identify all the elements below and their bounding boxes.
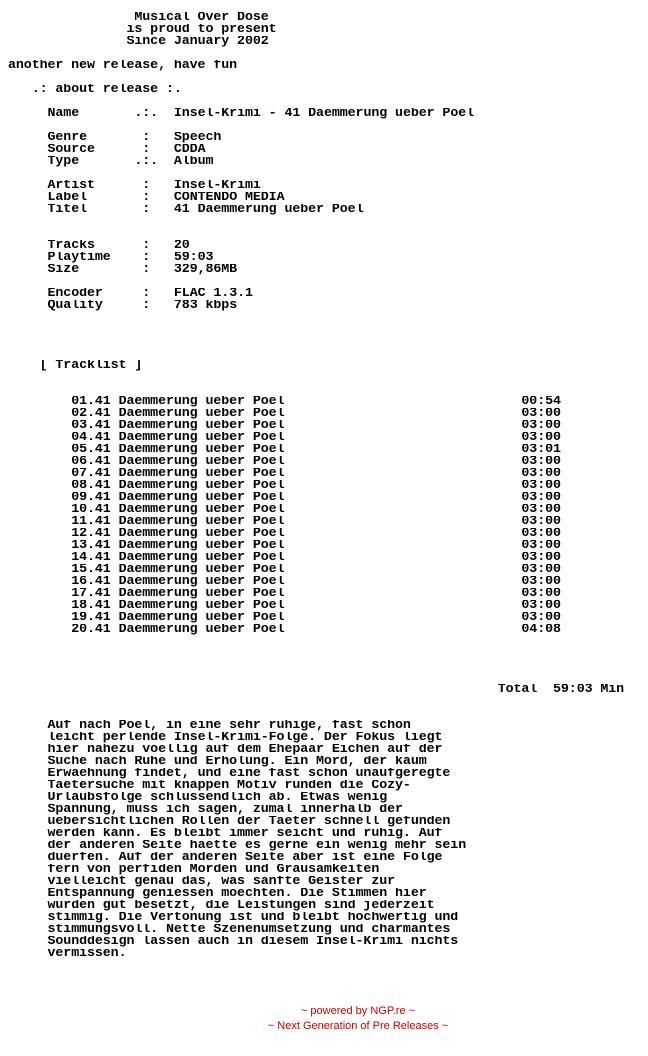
track-row [8,444,640,456]
track-row-text: 03:00 [521,456,561,468]
nfo-document [8,12,640,1002]
track-row [8,564,640,576]
track-row [8,528,640,540]
description-line-text: Suche nach Ruhe und Erholung. Ein Mord, der kaum [47,756,427,768]
footer-powered-by: ~ powered by NGP.re ~ [300,1005,416,1017]
release-field-tracks [8,240,640,252]
track-row [8,420,640,432]
description-line-text: Entspannung geniessen moechten. Die Stimmen hier [47,888,427,900]
header-line-1-text: Musical Over Dose [134,12,269,24]
description-line [8,876,640,888]
track-row [8,624,640,636]
blank-line [8,636,640,648]
blank-line [8,660,640,672]
release-field-playtime-text: Playtime [47,252,111,264]
release-name-row-text: Name [47,108,80,120]
description-line [8,720,640,732]
track-row [8,504,640,516]
description-line [8,792,640,804]
track-row-text: 41 Daemmerung ueber Poel [94,576,285,588]
description-line [8,912,640,924]
track-row [8,432,640,444]
track-row-text: 03:00 [521,432,561,444]
release-field-titel-text: Titel [47,204,87,216]
track-row-text: 03:00 [521,528,561,540]
release-field-size-text: : [142,264,151,276]
blank-line [8,648,640,660]
track-row-text: 08. [71,480,95,492]
total-row [8,684,640,696]
description-line [8,780,640,792]
release-field-source [8,144,640,156]
description-line-text: Spannung, muss ich sagen, zumal innerhalb der [47,804,403,816]
release-field-quality-text: : [142,300,151,312]
tagline [8,60,640,72]
track-row-text: 41 Daemmerung ueber Poel [94,480,285,492]
release-field-label [8,192,640,204]
description-line [8,840,640,852]
blank-line [8,72,640,84]
release-field-titel-text: 41 Daemmerung ueber Poel [173,204,364,216]
description-line [8,948,640,960]
track-row-text: 03:00 [521,600,561,612]
track-row-text: 03:00 [521,408,561,420]
blank-line [8,120,640,132]
track-row-text: 41 Daemmerung ueber Poel [94,624,285,636]
description-line [8,768,640,780]
release-field-playtime [8,252,640,264]
tagline-text: another new release, have fun [8,60,238,72]
blank-line [8,312,640,324]
blank-line [8,168,640,180]
header-line-2-text: is proud to present [126,24,277,36]
track-row-text: 41 Daemmerung ueber Poel [94,492,285,504]
release-field-genre-text: : [142,132,151,144]
about-title-text: .: about release :. [31,84,182,96]
header-line-2 [8,24,640,36]
release-field-size-text: 329,86MB [173,264,238,276]
track-row [8,396,640,408]
description-line [8,828,640,840]
track-row-text: 03:00 [521,420,561,432]
release-name-row [8,108,640,120]
track-row-text: 03:00 [521,516,561,528]
description-line-text: stimmig. Die Vertonung ist und bleibt hochwertig und [47,912,459,924]
release-field-source-text: Source [47,144,95,156]
description-line-text: Taetersuche mit knappen Motiv runden die Cozy- [47,780,411,792]
blank-line [8,324,640,336]
release-field-titel-text: : [142,204,151,216]
description-line-text: Auf nach Poel, in eine sehr ruhige, fast schon [47,720,411,732]
track-row [8,492,640,504]
track-row-text: 14. [71,552,95,564]
track-row-text: 41 Daemmerung ueber Poel [94,564,285,576]
track-row-text: 19. [71,612,95,624]
description-line [8,888,640,900]
track-row-text: 41 Daemmerung ueber Poel [94,600,285,612]
track-row-text: 07. [71,468,95,480]
blank-line [8,696,640,708]
track-row-text: 41 Daemmerung ueber Poel [94,456,285,468]
release-field-type-text: Type [47,156,80,168]
blank-line [8,228,640,240]
track-row-text: 03:00 [521,612,561,624]
track-row-text: 03:00 [521,552,561,564]
blank-line [8,336,640,348]
release-field-tracks-text: : [142,240,151,252]
blank-line [8,96,640,108]
track-row-text: 41 Daemmerung ueber Poel [94,432,285,444]
track-row-text: 03:00 [521,504,561,516]
release-field-artist-text: : [142,180,151,192]
release-name-row-text: .:. [134,108,159,120]
release-field-quality [8,300,640,312]
track-row-text: 41 Daemmerung ueber Poel [94,396,285,408]
release-field-titel [8,204,640,216]
description-line-text: duerfen. Auf der anderen Seite aber ist eine Folge [47,852,443,864]
track-row-text: 12. [71,528,95,540]
track-row-text: 09. [71,492,95,504]
blank-line [8,48,640,60]
track-row-text: 41 Daemmerung ueber Poel [94,468,285,480]
release-field-label-text: : [142,192,151,204]
release-field-label-text: CONTENDO MEDIA [173,192,285,204]
track-row [8,408,640,420]
release-field-playtime-text: : [142,252,151,264]
description-line-text: leicht perlende Insel-Krimi-Folge. Der Fokus liegt [47,732,443,744]
description-line [8,900,640,912]
release-field-label-text: Label [47,192,87,204]
release-field-tracks-text: Tracks [47,240,95,252]
description-line-text: fern von perfiden Morden und Grausamkeiten [47,864,380,876]
description-line [8,732,640,744]
description-line-text: vielleicht genau das, was sanfte Geister zur [47,876,396,888]
track-row-text: 41 Daemmerung ueber Poel [94,528,285,540]
description-line-text: hier nahezu voellig auf dem Ehepaar Eichen auf der [47,744,443,756]
track-row-text: 04:08 [521,624,561,636]
track-row-text: 04. [71,432,95,444]
track-row [8,600,640,612]
release-field-type-text: Album [173,156,214,168]
track-row-text: 41 Daemmerung ueber Poel [94,612,285,624]
release-field-encoder-text: FLAC 1.3.1 [173,288,253,300]
description-line [8,864,640,876]
track-row-text: 03:00 [521,480,561,492]
blank-line [8,672,640,684]
track-row-text: 11. [71,516,95,528]
total-row-text: 59:03 Min [553,684,625,696]
release-field-genre-text: Genre [47,132,87,144]
track-row [8,456,640,468]
release-field-encoder [8,288,640,300]
blank-line [8,708,640,720]
track-row-text: 41 Daemmerung ueber Poel [94,504,285,516]
release-field-source-text: CDDA [173,144,206,156]
track-row-text: 06. [71,456,95,468]
release-field-quality-text: Quality [47,300,103,312]
track-row-text: 03:00 [521,588,561,600]
track-row-text: 05. [71,444,95,456]
track-row-text: 41 Daemmerung ueber Poel [94,552,285,564]
track-row-text: 03:00 [521,492,561,504]
track-row-text: 10. [71,504,95,516]
track-row [8,612,640,624]
header-line-1 [8,12,640,24]
track-row-text: 41 Daemmerung ueber Poel [94,588,285,600]
release-field-encoder-text: : [142,288,151,300]
release-field-genre [8,132,640,144]
track-row-text: 41 Daemmerung ueber Poel [94,516,285,528]
release-field-quality-text: 783 kbps [173,300,238,312]
description-line [8,924,640,936]
description-line-text: werden kann. Es bleibt immer seicht und ruhig. Auf [47,828,443,840]
track-row-text: 00:54 [521,396,561,408]
description-line-text: wurden gut besetzt, die Leistungen sind jederzeit [47,900,435,912]
release-field-artist [8,180,640,192]
header-line-3 [8,36,640,48]
release-field-genre-text: Speech [173,132,222,144]
track-row-text: 20. [71,624,95,636]
track-row [8,516,640,528]
release-field-type-text: .:. [134,156,159,168]
track-row-text: 17. [71,588,95,600]
track-row [8,588,640,600]
about-title [8,84,640,96]
track-row [8,552,640,564]
description-line-text: Urlaubsfolge schlussendlich ab. Etwas wenig [47,792,388,804]
description-line-text: der anderen Seite haette es gerne ein wenig mehr sein [47,840,467,852]
release-field-artist-text: Artist [47,180,95,192]
blank-line [8,216,640,228]
release-name-row-text: Insel-Krimi - 41 Daemmerung ueber Poel [173,108,475,120]
blank-line [8,276,640,288]
release-field-size [8,264,640,276]
track-row-text: 03:00 [521,540,561,552]
track-row-text: 03. [71,420,95,432]
track-row [8,576,640,588]
track-row-text: 03:00 [521,468,561,480]
track-row-text: 03:01 [521,444,561,456]
description-line [8,816,640,828]
track-row-text: 03:00 [521,576,561,588]
track-row [8,480,640,492]
track-row-text: 41 Daemmerung ueber Poel [94,540,285,552]
description-line [8,804,640,816]
release-field-artist-text: Insel-Krimi [173,180,261,192]
track-row-text: 41 Daemmerung ueber Poel [94,444,285,456]
footer-tagline: ~ Next Generation of Pre Releases ~ [267,1020,449,1032]
track-row-text: 41 Daemmerung ueber Poel [94,420,285,432]
description-line-text: vermissen. [47,948,127,960]
release-field-playtime-text: 59:03 [173,252,214,264]
release-field-encoder-text: Encoder [47,288,103,300]
header-line-3-text: Since January 2002 [126,36,269,48]
track-row-text: 41 Daemmerung ueber Poel [94,408,285,420]
track-row-text: 15. [71,564,95,576]
release-field-size-text: Size [47,264,80,276]
track-row-text: 18. [71,600,95,612]
blank-line [8,384,640,396]
description-line [8,744,640,756]
blank-line [8,348,640,360]
release-field-type [8,156,640,168]
tracklist-heading [8,360,640,372]
total-row-text: Total [497,684,538,696]
track-row [8,468,640,480]
footer [0,1004,648,1034]
track-row-text: 02. [71,408,95,420]
description-line [8,936,640,948]
description-line [8,852,640,864]
track-row-text: 16. [71,576,95,588]
track-row-text: 01. [71,396,95,408]
description-line-text: stimmungsvoll. Nette Szenenumsetzung und charmantes [47,924,451,936]
tracklist-heading-text: [ Tracklist ] [39,360,143,372]
track-row-text: 03:00 [521,564,561,576]
blank-line [8,372,640,384]
release-field-tracks-text: 20 [173,240,190,252]
track-row [8,540,640,552]
description-line-text: uebersichtlichen Rollen der Taeter schnell gefunden [47,816,451,828]
description-line [8,756,640,768]
description-line-text: Sounddesign lassen auch in diesem Insel-Krimi nichts [47,936,459,948]
track-row-text: 13. [71,540,95,552]
description-line-text: Erwaehnung findet, und eine fast schon unaufgeregte [47,768,451,780]
release-field-source-text: : [142,144,151,156]
